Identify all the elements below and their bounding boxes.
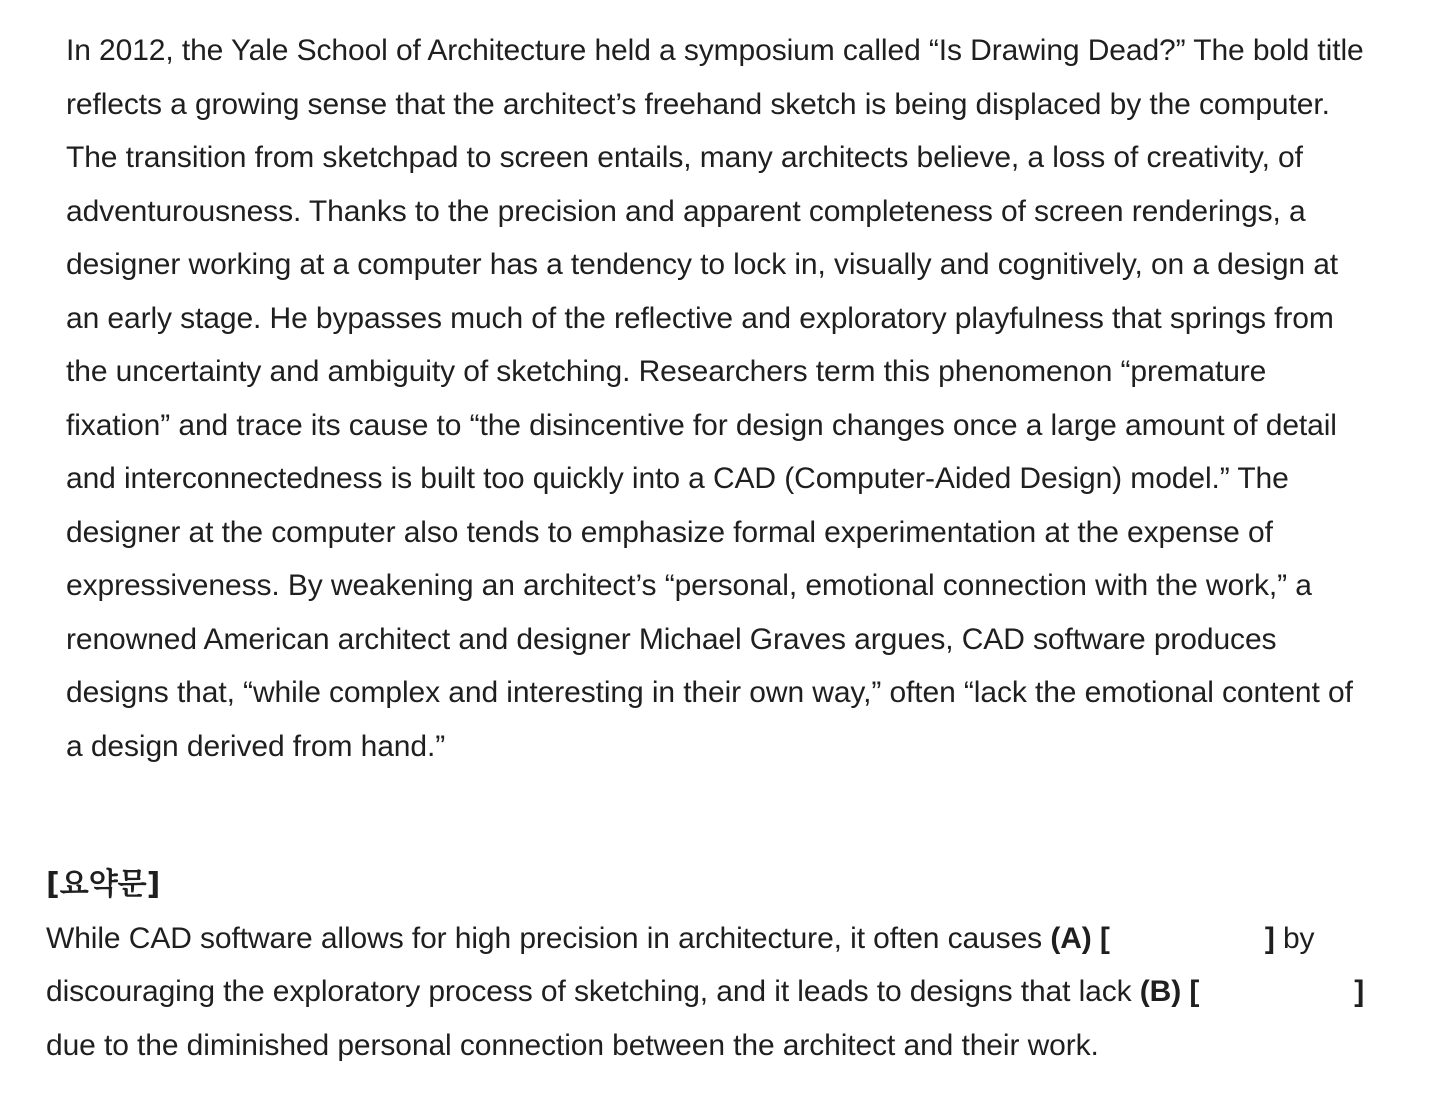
blank-a-open-bracket: [ — [1099, 921, 1110, 955]
blank-b-label: (B) — [1139, 975, 1182, 1008]
blank-b-open-bracket: [ — [1189, 975, 1200, 1008]
blank-b-close-bracket: ] — [1354, 975, 1365, 1008]
summary-heading: [요약문] — [46, 867, 161, 902]
passage-text: In 2012, the Yale School of Architecture held a symposium called “Is Drawing Dead?” The bold title reflects a growing sense that the architect’s freehand sketch is being displaced by the computer. The transition from sketchpad to screen entails, many architects believe, a loss of creativity, of adventurousness. Thanks to the precision and apparent completeness of screen renderings, a designer working at a computer has a tendency to lock in, visually and cognitively, on a design at an early stage. He bypasses much of the reflective and exploratory playfulness that springs from the uncertainty and ambiguity of sketching. Researchers term this phenomenon “premature fixation” and trace its cause to “the disincentive for design changes once a large amount of detail and interconnectedness is built too quickly into a CAD (Computer-Aided Design) model.” The designer at the computer also tends to emphasize formal experimentation at the expense of expressiveness. By weakening an architect’s “personal, emotional connection with the work,” a renowned American architect and designer Michael Graves argues, CAD software produces designs that, “while complex and interesting in their own way,” often “lack the emotional content of a design derived from hand.” — [66, 34, 1364, 763]
blank-a-close-bracket: ] — [1264, 921, 1275, 955]
summary-section — [46, 858, 1386, 1072]
summary-text-part-2: by discouraging the exploratory process of sketching, and it leads to designs that lack — [46, 921, 1315, 1008]
summary-text — [46, 912, 1386, 1073]
summary-text-part-3: due to the diminished personal connection between the architect and their work. — [46, 1028, 1099, 1062]
blank-a-label: (A) — [1050, 921, 1092, 955]
summary-text-part-1: While CAD software allows for high precision in architecture, it often causes — [46, 921, 1051, 955]
